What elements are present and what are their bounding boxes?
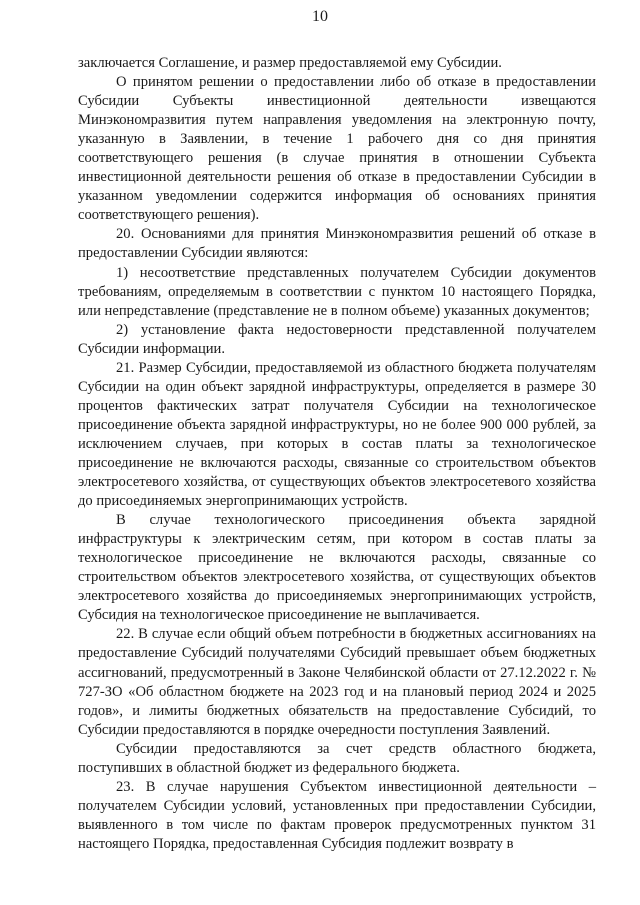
paragraph: 21. Размер Субсидии, предоставляемой из областного бюджета получателям Субсидии на один объект зарядной инфраструктуры, определяется в размере 30 процентов фактических затрат получателя Субсидии на технологическое присоединение объекта зарядной инфраструктуры, но не более 900 000 рублей, за исключением случаев, при которых в состав платы за технологическое присоединение не включаются расходы, связанные со строительством объектов электросетевого хозяйства, от существующих объектов электросетевого хозяйства до присоединяемых энергопринимающих устройств. xyxy=(78,359,596,510)
paragraph: 23. В случае нарушения Субъектом инвестиционной деятельности – получателем Субсидии условий, установленных при предоставлении Субсидии, выявленного в том числе по фактам проверок предусмотренных пунктом 31 настоящего Порядка, предоставленная Субсидия подлежит возврату в xyxy=(78,778,596,852)
paragraph: О принятом решении о предоставлении либо об отказе в предоставлении Субсидии Субъекты инвестиционной деятельности извещаются Минэкономразвития путем направления уведомления на электронную почту, указанную в Заявлении, в течение 1 рабочего дня со дня принятия соответствующего решения (в случае принятия в отношении Субъекта инвестиционной деятельности решения об отказе в предоставлении Субсидии в указанном уведомлении содержится информация об основаниях принятия соответствующего решения). xyxy=(78,74,596,224)
paragraph: 1) несоответствие представленных получателем Субсидии документов требованиям, определяемым в соответствии с пунктом 10 настоящего Порядка, или непредставление (представление не в полном объеме) указанных документов; xyxy=(78,264,596,319)
paragraph: 2) установление факта недостоверности представленной получателем Субсидии информации. xyxy=(78,321,596,357)
paragraph: 20. Основаниями для принятия Минэкономразвития решений об отказе в предоставлении Субсидии являются: xyxy=(78,226,596,262)
paragraph: В случае технологического присоединения объекта зарядной инфраструктуры к электрическим сетям, при котором в состав платы за технологическое присоединение не включаются расходы, связанные со строительством объектов электросетевого хозяйства, от существующих объектов электросетевого хозяйства до присоединяемых энергопринимающих устройств, Субсидия на технологическое присоединение не выплачивается. xyxy=(78,512,596,624)
paragraph: Субсидии предоставляются за счет средств областного бюджета, поступивших в областной бюджет из федерального бюджета. xyxy=(78,740,596,776)
paragraph: заключается Соглашение, и размер предоставляемой ему Субсидии. xyxy=(78,55,502,71)
document-body xyxy=(78,54,596,854)
page-number: 10 xyxy=(312,8,328,25)
paragraph: 22. В случае если общий объем потребности в бюджетных ассигнованиях на предоставление Субсидий получателями Субсидий превышает объем бюджетных ассигнований, предусмотренный в Законе Челябинской области от 27.12.2022 г. № 727-ЗО «Об областном бюджете на 2023 год и на плановый период 2024 и 2025 годов», и лимиты бюджетных обязательств на предоставление Субсидий, то Субсидии предоставляются в порядке очередности поступления Заявлений. xyxy=(78,626,596,738)
